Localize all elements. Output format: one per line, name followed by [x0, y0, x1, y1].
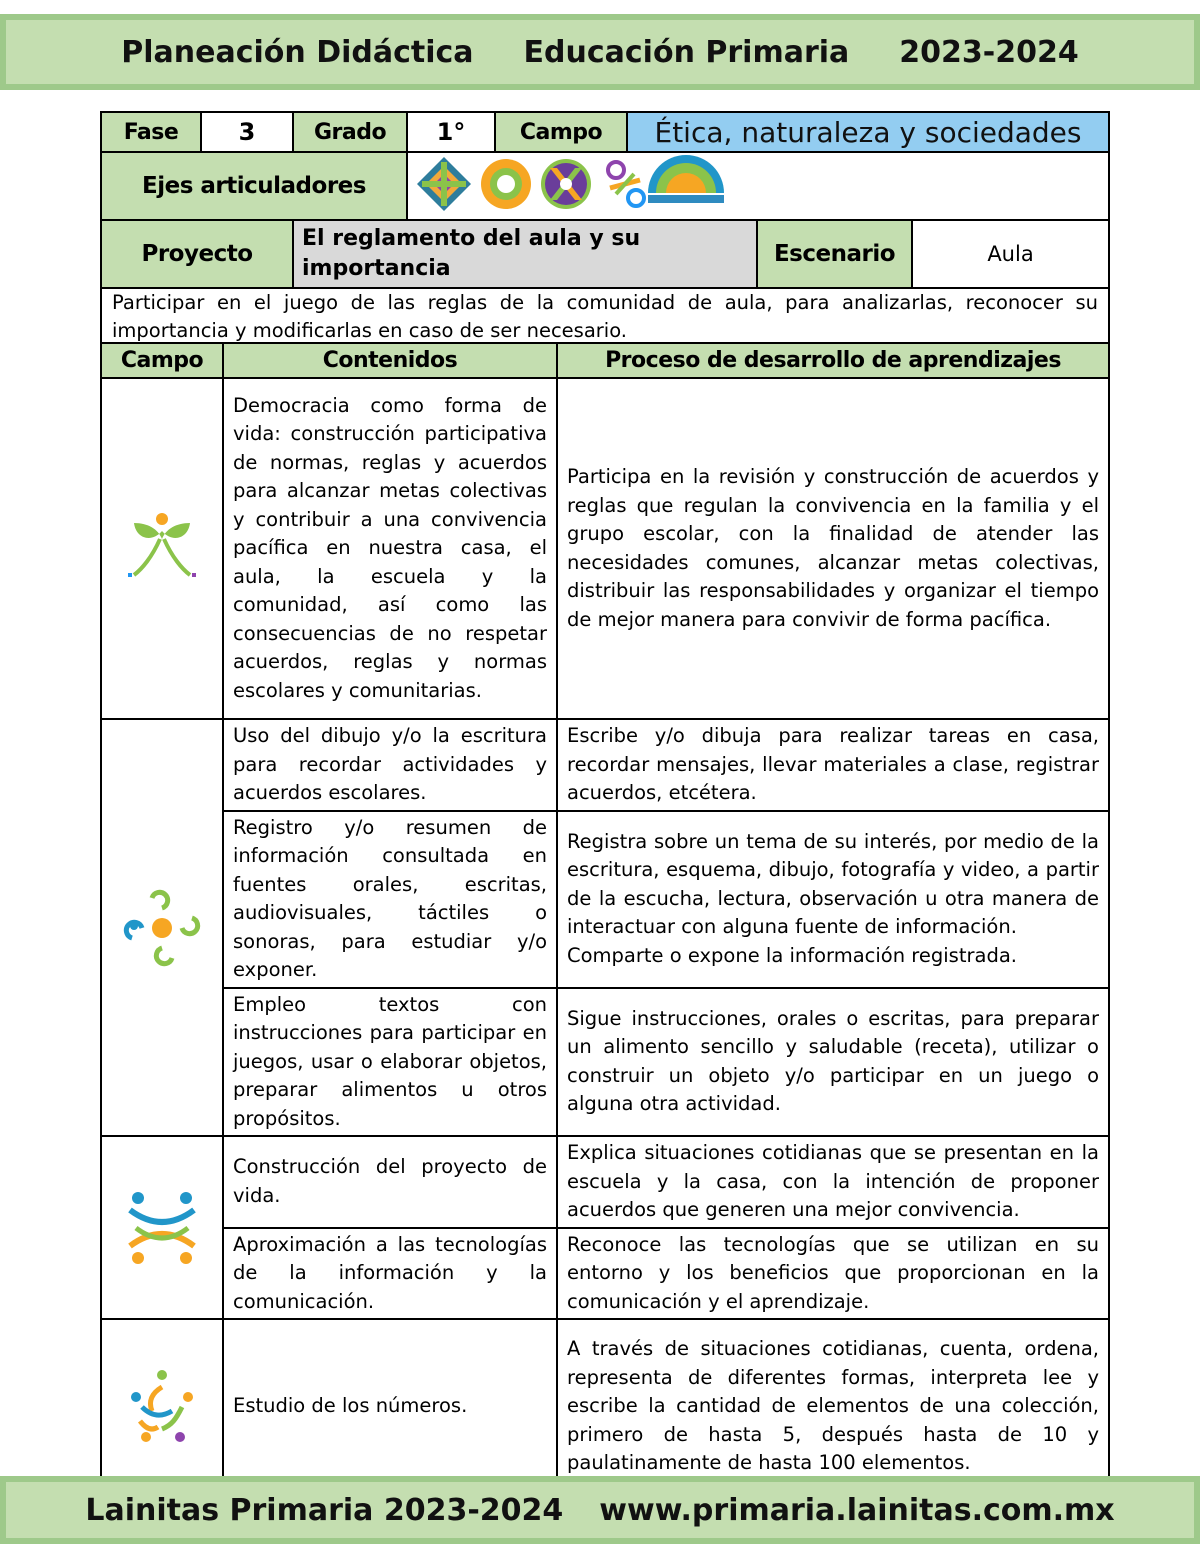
footer-brand: Lainitas Primaria 2023-2024	[85, 1492, 564, 1528]
table-row	[101, 811, 1109, 988]
proceso-cell: Participa en la revisión y construcción de acuerdos y reglas que regulan la convivencia en la familia y el grupo escolar, con la finalidad de atender las necesidades comunes, alcanzar metas colectivas, distribuir las responsabilidades y organizar el tiempo de mejor manera para convivir de forma pacífica.	[557, 378, 1109, 719]
contenido-cell: Aproximación a las tecnologías de la información y la comunicación.	[223, 1228, 557, 1320]
lenguajes-icon	[122, 888, 202, 968]
contenido-cell: Estudio de los números.	[223, 1319, 557, 1494]
campo-icon-cell	[101, 1319, 223, 1494]
gender-equality-axis-icon	[608, 162, 644, 206]
escenario-value: Aula	[912, 220, 1109, 288]
contenido-cell: Democracia como forma de vida: construcción participativa de normas, reglas y acuerdos para alcanzar metas colectivas y contribuir a una convivencia pacífica en nuestra casa, el aula, la escuela y la comunidad, así como las consecuencias de no respetar acuerdos, reglas y normas escolares y comunitarias.	[223, 378, 557, 719]
contenido-cell: Construcción del proyecto de vida.	[223, 1136, 557, 1228]
header-year: 2023-2024	[899, 34, 1079, 70]
footer-banner	[0, 1476, 1200, 1544]
proyecto-label: Proyecto	[101, 220, 293, 288]
header-title: Planeación Didáctica	[121, 34, 474, 70]
table-row	[101, 1228, 1109, 1320]
campo-icon-cell	[101, 719, 223, 1136]
saberes-pensamiento-cientifico-icon	[122, 1367, 202, 1447]
table-row	[101, 719, 1109, 811]
footer-url[interactable]: www.primaria.lainitas.com.mx	[599, 1492, 1115, 1528]
proceso-cell: Explica situaciones cotidianas que se presentan en la escuela y la casa, con la intención de proponer acuerdos que generen una mejor convivencia.	[557, 1136, 1109, 1228]
proceso-cell: Escribe y/o dibuja para realizar tareas en casa, recordar mensajes, llevar materiales a clase, registrar acuerdos, etcétera.	[557, 719, 1109, 811]
proceso-text: Registra sobre un tema de su interés, por medio de la escritura, esquema, dibujo, fotografía y video, a partir de la escucha, lectura, observación u otra manera de interactuar con alguna fuente de información.	[567, 829, 1099, 939]
purpose-text: Participar en el juego de las reglas de la comunidad de aula, para analizarlas, reconocer su importancia y modificarlas en caso de ser necesario.	[101, 288, 1109, 346]
campo-icon-cell	[101, 378, 223, 719]
proceso-cell: Reconoce las tecnologías que se utilizan en su entorno y los beneficios que proporcionan en la comunicación y el aprendizaje.	[557, 1228, 1109, 1320]
escenario-label: Escenario	[757, 220, 912, 288]
proceso-cell	[557, 811, 1109, 988]
fase-value: 3	[201, 112, 293, 152]
column-proceso: Proceso de desarrollo de aprendizajes	[557, 343, 1109, 378]
contenido-cell: Empleo textos con instrucciones para participar en juegos, usar o elaborar objetos, preparar alimentos u otros propósitos.	[223, 988, 557, 1137]
header-banner	[0, 14, 1200, 90]
critical-thinking-axis-icon	[481, 159, 531, 209]
de-lo-humano-comunitario-icon	[122, 1188, 202, 1268]
proceso-text-2: Comparte o expone la información registrada.	[567, 943, 1017, 967]
grado-value: 1°	[407, 112, 495, 152]
fase-label: Fase	[101, 112, 201, 152]
info-table	[100, 111, 1110, 347]
proceso-cell: Sigue instrucciones, orales o escritas, para preparar un alimento sencillo y saludable (receta), utilizar o construir un objeto y/o participar en un juego o alguna otra actividad.	[557, 988, 1109, 1137]
campo-icon-cell	[101, 1136, 223, 1319]
etica-naturaleza-sociedades-icon	[122, 509, 202, 589]
proceso-cell: A través de situaciones cotidianas, cuenta, ordena, representa de diferentes formas, interpreta lee y escribe la cantidad de elementos de una colección, primero de hasta 5, después hasta de 10 y paulatinamente de hasta 100 elementos.	[557, 1319, 1109, 1494]
campo-value: Ética, naturaleza y sociedades	[627, 112, 1109, 152]
content-table	[100, 342, 1110, 1495]
contenido-cell: Uso del dibujo y/o la escritura para recordar actividades y acuerdos escolares.	[223, 719, 557, 811]
healthy-life-axis-icon	[648, 155, 724, 203]
table-row	[101, 988, 1109, 1137]
table-row	[101, 378, 1109, 719]
table-row	[101, 1319, 1109, 1494]
inclusion-axis-icon	[417, 157, 471, 211]
ejes-icons	[407, 152, 1109, 220]
grado-label: Grado	[293, 112, 407, 152]
ejes-icons-strip	[414, 153, 754, 215]
header-level: Educación Primaria	[523, 34, 850, 70]
ejes-label: Ejes articuladores	[101, 152, 407, 220]
proyecto-value: El reglamento del aula y su importancia	[293, 220, 757, 288]
campo-label: Campo	[495, 112, 627, 152]
contenido-cell: Registro y/o resumen de información consultada en fuentes orales, escritas, audiovisuales, táctiles o sonoras, para estudiar y/o exponer.	[223, 811, 557, 988]
column-contenidos: Contenidos	[223, 343, 557, 378]
column-campo: Campo	[101, 343, 223, 378]
table-row	[101, 1136, 1109, 1228]
interculturality-axis-icon	[541, 159, 591, 209]
